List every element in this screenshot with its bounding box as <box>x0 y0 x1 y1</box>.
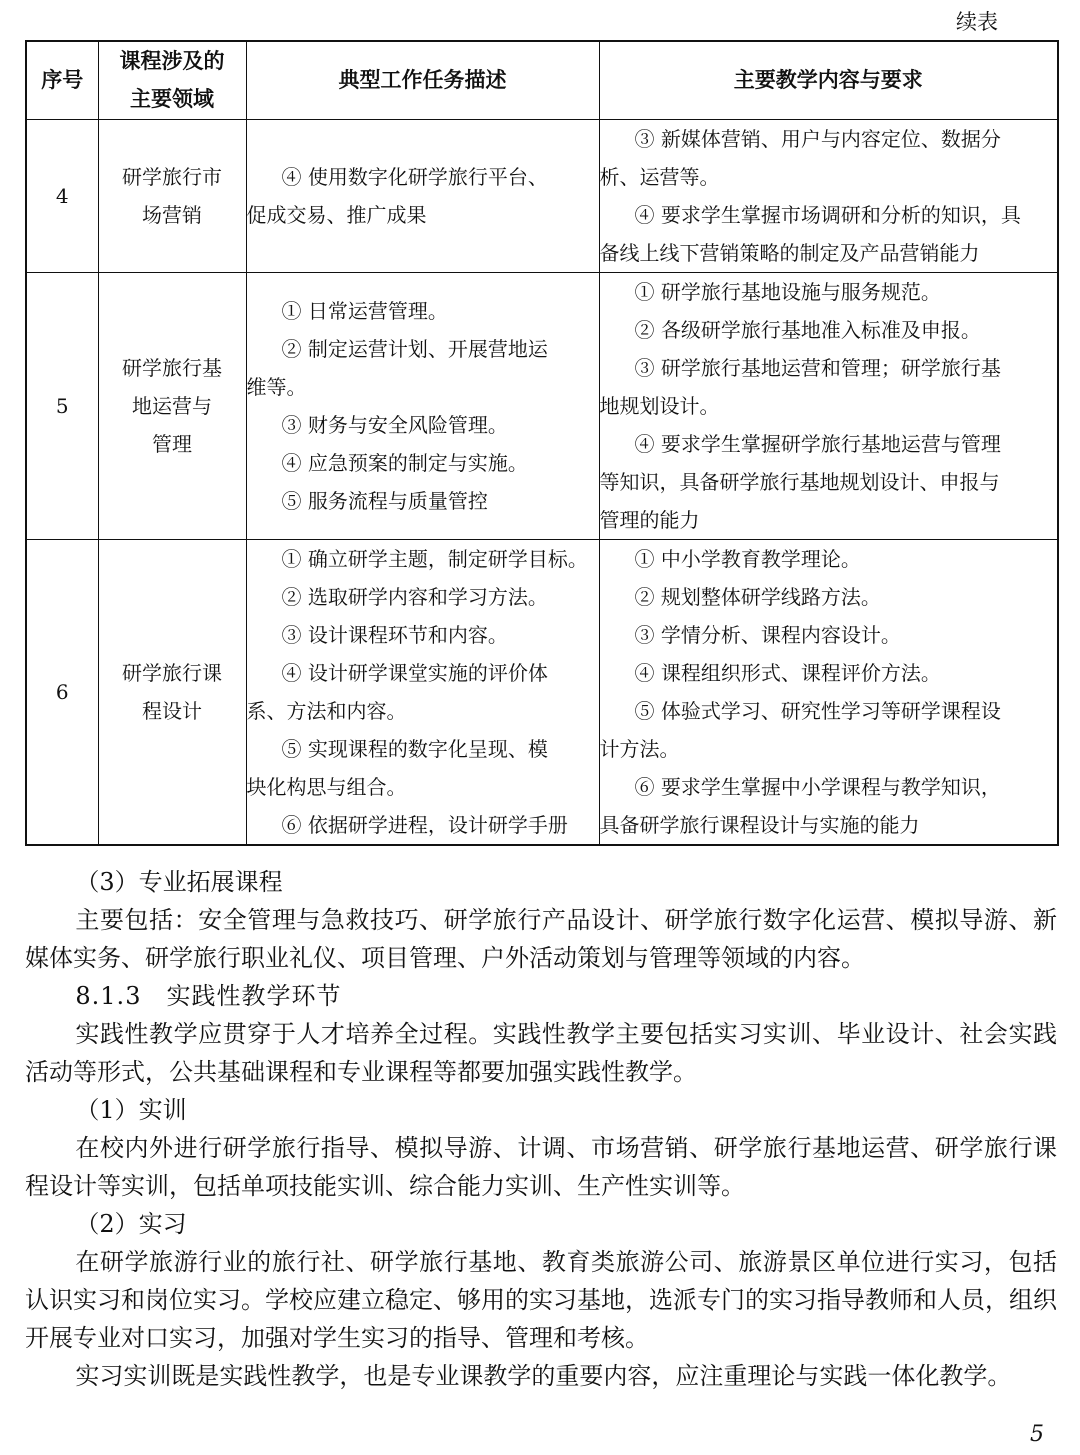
domain-line: 场营销 <box>142 202 202 227</box>
body-text <box>25 863 1057 1395</box>
row-tasks <box>246 539 599 845</box>
content-line: 等知识，具备研学旅行基地规划设计、申报与 <box>599 469 1000 494</box>
section-heading-extension-courses: （3）专业拓展课程 <box>75 868 283 896</box>
paragraph-integration: 实习实训既是实践性教学，也是专业课教学的重要内容，应注重理论与实践一体化教学。 <box>75 1362 1012 1390</box>
row-domain <box>98 539 246 845</box>
content-line: 计方法。 <box>599 736 680 761</box>
task-line: 块化构思与组合。 <box>246 774 407 799</box>
table-row-5 <box>26 272 1058 539</box>
task-line: 系、方法和内容。 <box>246 698 407 723</box>
row-content <box>599 119 1058 272</box>
task-line: ① 日常运营管理。 <box>281 298 448 323</box>
task-line: 促成交易、推广成果 <box>246 202 427 227</box>
content-line: ③ 研学旅行基地运营和管理；研学旅行基 <box>634 355 1001 380</box>
content-line: ④ 课程组织形式、课程评价方法。 <box>634 660 941 685</box>
section-heading-813: 8.1.3 实践性教学环节 <box>75 982 342 1010</box>
task-line: ⑥ 依据研学进程，设计研学手册 <box>281 812 568 837</box>
page-number: 5 <box>1030 1422 1044 1447</box>
header-domain-line1: 课程涉及的 <box>119 48 225 74</box>
paragraph-extension-courses: 主要包括：安全管理与急救技巧、研学旅行产品设计、研学旅行数字化运营、模拟导游、新媒体实务、研学旅行职业礼仪、项目管理、户外活动策划与管理等领域的内容。 <box>25 906 1057 972</box>
row-content <box>599 539 1058 845</box>
paragraph-practical-teaching: 实践性教学应贯穿于人才培养全过程。实践性教学主要包括实习实训、毕业设计、社会实践活动等形式，公共基础课程和专业课程等都要加强实践性教学。 <box>25 1020 1057 1086</box>
row-seq: 4 <box>26 119 98 272</box>
content-line: ④ 要求学生掌握市场调研和分析的知识，具 <box>634 202 1021 227</box>
task-line: ① 确立研学主题，制定研学目标。 <box>281 546 588 571</box>
task-line: ④ 设计研学课堂实施的评价体 <box>281 660 548 685</box>
continuation-label: 续表 <box>956 10 998 34</box>
table-row-4 <box>26 119 1058 272</box>
row-seq: 6 <box>26 539 98 845</box>
row-domain <box>98 119 246 272</box>
domain-line: 地运营与 <box>132 393 212 418</box>
header-domain-line2: 主要领域 <box>130 86 214 112</box>
row-tasks <box>246 272 599 539</box>
domain-line: 管理 <box>152 431 192 456</box>
task-line: ④ 应急预案的制定与实施。 <box>281 450 528 475</box>
domain-line: 研学旅行市 <box>122 164 222 189</box>
task-line: ③ 财务与安全风险管理。 <box>281 412 508 437</box>
task-line: ⑤ 服务流程与质量管控 <box>281 488 488 513</box>
domain-line: 程设计 <box>142 698 202 723</box>
content-line: ① 中小学教育教学理论。 <box>634 546 861 571</box>
content-line: ⑥ 要求学生掌握中小学课程与教学知识， <box>634 774 1001 799</box>
content-line: ① 研学旅行基地设施与服务规范。 <box>634 279 941 304</box>
content-line: ② 规划整体研学线路方法。 <box>634 584 881 609</box>
domain-line: 研学旅行课 <box>122 660 222 685</box>
row-domain <box>98 272 246 539</box>
header-content: 主要教学内容与要求 <box>599 41 1058 119</box>
content-line: ⑤ 体验式学习、研究性学习等研学课程设 <box>634 698 1001 723</box>
paragraph-training: 在校内外进行研学旅行指导、模拟导游、计调、市场营销、研学旅行基地运营、研学旅行课程设计等实训，包括单项技能实训、综合能力实训、生产性实训等。 <box>25 1134 1057 1200</box>
task-line: ④ 使用数字化研学旅行平台、 <box>281 164 548 189</box>
content-line: 析、运营等。 <box>599 164 720 189</box>
header-seq: 序号 <box>26 41 98 119</box>
section-heading-internship: （2）实习 <box>75 1210 187 1238</box>
content-line: ④ 要求学生掌握研学旅行基地运营与管理 <box>634 431 1001 456</box>
row-tasks <box>246 119 599 272</box>
row-content <box>599 272 1058 539</box>
content-line: ② 各级研学旅行基地准入标准及申报。 <box>634 317 981 342</box>
curriculum-table <box>25 40 1059 846</box>
content-line: 具备研学旅行课程设计与实施的能力 <box>599 812 920 837</box>
task-line: ② 选取研学内容和学习方法。 <box>281 584 548 609</box>
content-line: 地规划设计。 <box>599 393 720 418</box>
content-line: 管理的能力 <box>599 507 700 532</box>
section-heading-training: （1）实训 <box>75 1096 187 1124</box>
task-line: ③ 设计课程环节和内容。 <box>281 622 508 647</box>
row-seq: 5 <box>26 272 98 539</box>
task-line: ⑤ 实现课程的数字化呈现、模 <box>281 736 548 761</box>
table-row-6 <box>26 539 1058 845</box>
content-line: ③ 学情分析、课程内容设计。 <box>634 622 901 647</box>
table-header-row <box>26 41 1058 119</box>
domain-line: 研学旅行基 <box>122 355 222 380</box>
paragraph-internship: 在研学旅游行业的旅行社、研学旅行基地、教育类旅游公司、旅游景区单位进行实习，包括认识实习和岗位实习。学校应建立稳定、够用的实习基地，选派专门的实习指导教师和人员，组织开展专业对口实习，加强对学生实习的指导、管理和考核。 <box>25 1248 1057 1352</box>
content-line: ③ 新媒体营销、用户与内容定位、数据分 <box>634 126 1001 151</box>
content-line: 备线上线下营销策略的制定及产品营销能力 <box>599 240 980 265</box>
task-line: ② 制定运营计划、开展营地运 <box>281 336 548 361</box>
task-line: 维等。 <box>246 374 307 399</box>
header-domain <box>98 41 246 119</box>
header-tasks: 典型工作任务描述 <box>246 41 599 119</box>
